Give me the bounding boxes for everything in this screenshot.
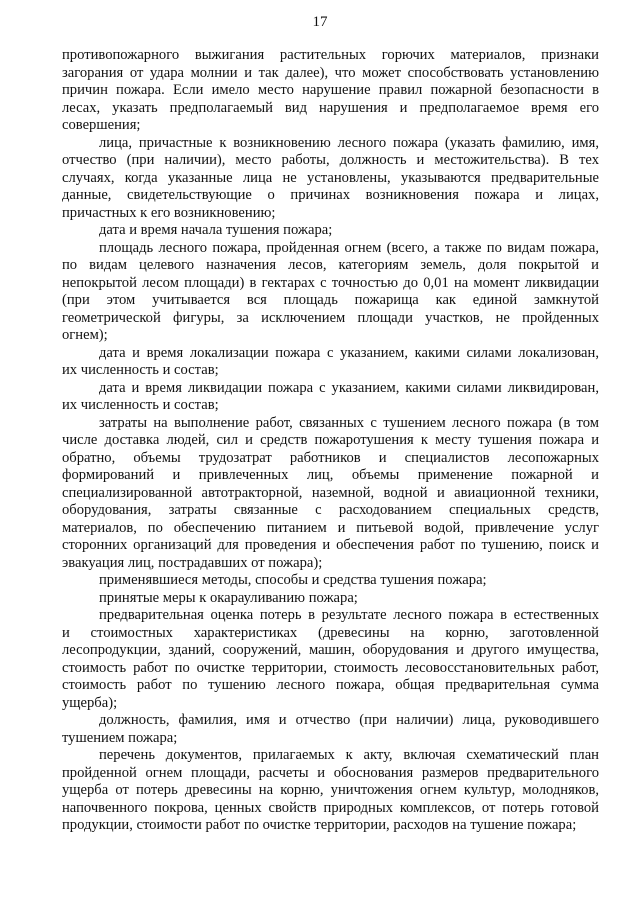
- paragraph: [62, 607, 599, 712]
- text-line: непокрытой лесом площади) в гектарах с точностью до 0,01 на момент ликвидации: [62, 274, 599, 291]
- text-line: причин пожара. Если имело место нарушение правил пожарной безопасности в: [62, 82, 599, 98]
- text-line: загорания от удара молнии и так далее), что может способствовать установлению: [62, 64, 599, 81]
- paragraph: [62, 222, 599, 240]
- text-line: стоимость работ по очистке территории, стоимость лесовосстановительных работ,: [62, 659, 599, 676]
- text-line: перечень документов, прилагаемых к акту, включая схематический план: [99, 747, 599, 763]
- paragraph: [62, 590, 599, 608]
- text-line: лесах, указать предполагаемый вид нарушения и предполагаемое время его: [62, 99, 599, 116]
- text-line: дата и время ликвидации пожара с указанием, какими силами ликвидирован,: [99, 379, 599, 396]
- text-line: данные, свидетельствующие о причинах возникновения пожара и лицах,: [62, 187, 599, 203]
- text-line: обратно, объемы трудозатрат работников и специалистов лесопожарных: [62, 449, 599, 466]
- text-line: материалов, по обеспечению питанием и питьевой водой, привлечение услуг: [62, 519, 599, 536]
- text-line: пройденной огнем площади, расчеты и обоснования размеров предварительного: [62, 764, 599, 781]
- paragraph: [62, 415, 599, 573]
- text-line: применявшиеся методы, способы и средства тушения пожара;: [99, 572, 487, 588]
- text-line: совершения;: [62, 117, 141, 133]
- text-line: противопожарного выжигания растительных горючих материалов, признаки: [62, 47, 599, 63]
- text-line: геометрической фигуры, за исключением площади участков, не пройденных: [62, 309, 599, 326]
- text-line: по видам целевого назначения лесов, категориям земель, доля покрытой и: [62, 257, 599, 273]
- text-line: дата и время начала тушения пожара;: [99, 222, 333, 238]
- text-line: отчество (при наличии), место работы, должность и местожительства). В тех: [62, 152, 599, 168]
- page-number: 17: [312, 14, 328, 30]
- text-line: (при этом учитывается вся площадь пожарища как единой замкнутой: [62, 292, 599, 308]
- paragraph: [62, 747, 599, 835]
- paragraph: [62, 380, 599, 415]
- text-line: оборудования, затраты связанные с расходованием специальных средств,: [62, 502, 599, 518]
- text-line: лица, причастные к возникновению лесного пожара (указать фамилию, имя,: [99, 134, 599, 151]
- text-line: сторонних организаций для проведения и обеспечения работ по тушению, поиск и: [62, 537, 599, 553]
- text-line: числе доставка людей, сил и средств пожаротушения к месту тушения пожара и: [62, 432, 599, 448]
- text-line: дата и время локализации пожара с указанием, какими силами локализован,: [99, 344, 599, 361]
- paragraph: [62, 345, 599, 380]
- text-line: их численность и состав;: [62, 397, 219, 413]
- text-line: стоимость работ по тушению лесного пожара, общая предварительная сумма: [62, 677, 599, 693]
- text-line: принятые меры к окарауливанию пожара;: [99, 589, 358, 606]
- text-line: их численность и состав;: [62, 362, 219, 378]
- text-line: эвакуация лиц, пострадавших от пожара);: [62, 554, 323, 571]
- text-line: лесопродукции, зданий, сооружений, машин, оборудования и другого имущества,: [62, 642, 599, 658]
- text-line: должность, фамилия, имя и отчество (при наличии) лица, руководившего: [99, 712, 599, 728]
- document-body: [62, 47, 599, 835]
- text-line: ущерба от потерь древесины на корню, уничтожения огнем культур, молодняков,: [62, 782, 599, 798]
- paragraph: [62, 135, 599, 223]
- text-line: продукции, стоимости работ по очистке территории, расходов на тушение пожара;: [62, 817, 577, 833]
- text-line: огнем);: [62, 327, 108, 343]
- paragraph: [62, 572, 599, 590]
- text-line: предварительная оценка потерь в результате лесного пожара в естественных: [99, 607, 599, 623]
- text-line: ущерба);: [62, 694, 118, 711]
- text-line: и стоимостных характеристиках (древесины на корню, заготовленной: [62, 624, 599, 641]
- paragraph: [62, 240, 599, 345]
- text-line: специализированной автотракторной, наземной, водной и авиационной техники,: [62, 484, 599, 501]
- text-line: формирований и привлеченных лиц, объемы применение пожарной и: [62, 467, 599, 483]
- text-line: тушением пожара;: [62, 729, 178, 746]
- text-line: затраты на выполнение работ, связанных с тушением лесного пожара (в том: [99, 414, 599, 431]
- paragraph: [62, 47, 599, 135]
- text-line: случаях, когда указанные лица не установлены, указываются предварительные: [62, 169, 599, 186]
- text-line: причастных к его возникновению;: [62, 204, 276, 221]
- paragraph: [62, 712, 599, 747]
- text-line: напочвенного покрова, ценных свойств природных комплексов, от потерь готовой: [62, 799, 599, 816]
- text-line: площадь лесного пожара, пройденная огнем (всего, а также по видам пожара,: [99, 239, 599, 256]
